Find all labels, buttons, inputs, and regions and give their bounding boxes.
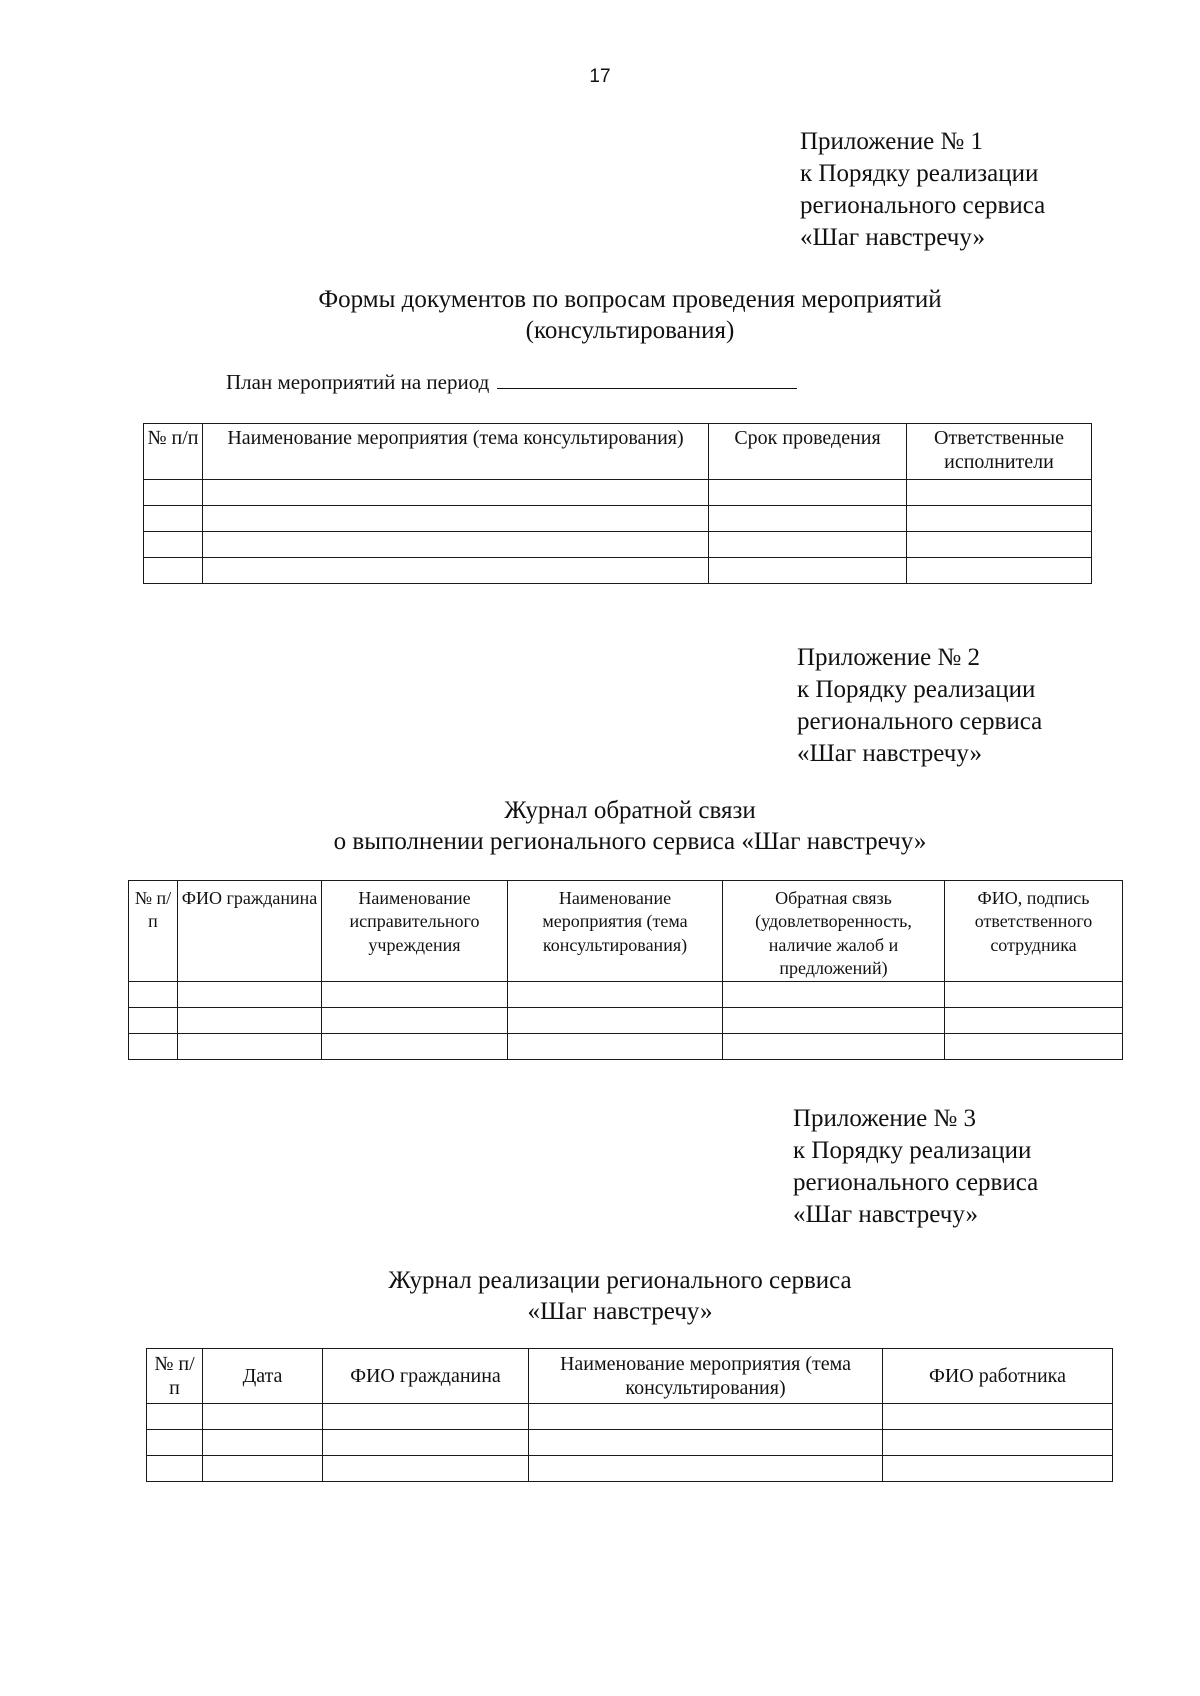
column-header: Срок проведения	[709, 424, 907, 480]
table-cell[interactable]	[203, 558, 709, 584]
page-number: 17	[589, 66, 611, 87]
table-cell[interactable]	[323, 1430, 529, 1456]
table-row	[144, 506, 1092, 532]
column-header: ФИО гражданина	[178, 881, 322, 982]
table-cell[interactable]	[529, 1456, 883, 1482]
section-1-title-line: (консультирования)	[525, 317, 735, 344]
table-cell[interactable]	[147, 1404, 203, 1430]
table-header-row	[144, 424, 1092, 480]
table-cell[interactable]	[883, 1430, 1113, 1456]
table-cell[interactable]	[945, 1033, 1123, 1059]
table-cell[interactable]	[144, 558, 203, 584]
table-cell[interactable]	[883, 1404, 1113, 1430]
appendix-1-line: регионального сервиса	[800, 192, 1046, 219]
events-plan-table	[143, 423, 1092, 584]
table-cell[interactable]	[529, 1404, 883, 1430]
table-cell[interactable]	[945, 981, 1123, 1007]
column-header: Наименование мероприятия (тема консультирования)	[203, 424, 709, 480]
table-cell[interactable]	[907, 480, 1092, 506]
section-2-title-line: о выполнении регионального сервиса «Шаг навстречу»	[333, 828, 927, 855]
appendix-3-header	[793, 1103, 1038, 1231]
table-row	[147, 1456, 1113, 1482]
table-cell[interactable]	[945, 1007, 1123, 1033]
table-cell[interactable]	[203, 1430, 323, 1456]
table-row	[129, 1033, 1123, 1059]
column-header: Наименование мероприятия (тема консультирования)	[508, 881, 723, 982]
appendix-2-line: к Порядку реализации	[797, 676, 1036, 703]
appendix-2-line: «Шаг навстречу»	[797, 740, 982, 767]
column-header: ФИО, подпись ответственного сотрудника	[945, 881, 1123, 982]
table-cell[interactable]	[144, 506, 203, 532]
table-cell[interactable]	[323, 1456, 529, 1482]
table-cell[interactable]	[178, 981, 322, 1007]
appendix-2-line: Приложение № 2	[797, 644, 981, 671]
section-2-title	[150, 795, 1110, 857]
service-journal-table	[146, 1348, 1113, 1482]
table-cell[interactable]	[129, 1007, 178, 1033]
table-cell[interactable]	[907, 558, 1092, 584]
appendix-1-header	[800, 126, 1045, 254]
column-header: Дата	[203, 1349, 323, 1404]
column-header: ФИО работника	[883, 1349, 1113, 1404]
table-row	[147, 1404, 1113, 1430]
table-cell[interactable]	[508, 981, 723, 1007]
table-cell[interactable]	[129, 981, 178, 1007]
table-row	[144, 480, 1092, 506]
feedback-journal-table	[128, 880, 1123, 1060]
plan-period-label: План мероприятий на период	[226, 370, 490, 394]
table-row	[144, 532, 1092, 558]
plan-period-line	[226, 370, 797, 395]
table-cell[interactable]	[144, 480, 203, 506]
table-cell[interactable]	[508, 1033, 723, 1059]
appendix-2-line: регионального сервиса	[797, 708, 1043, 735]
table-cell[interactable]	[144, 532, 203, 558]
table-cell[interactable]	[529, 1430, 883, 1456]
appendix-1-line: к Порядку реализации	[800, 160, 1039, 187]
plan-period-blank	[497, 372, 797, 389]
section-3-title	[140, 1265, 1100, 1327]
table-header-row	[129, 881, 1123, 982]
table-cell[interactable]	[203, 1456, 323, 1482]
table-row	[129, 981, 1123, 1007]
table-cell[interactable]	[203, 480, 709, 506]
table-cell[interactable]	[203, 1404, 323, 1430]
section-1-title	[150, 284, 1110, 346]
table-cell[interactable]	[508, 1007, 723, 1033]
table-cell[interactable]	[883, 1456, 1113, 1482]
table-cell[interactable]	[203, 532, 709, 558]
table-cell[interactable]	[322, 1033, 508, 1059]
column-header: ФИО гражданина	[323, 1349, 529, 1404]
column-header: № п/п	[147, 1349, 203, 1404]
table-cell[interactable]	[129, 1033, 178, 1059]
table-cell[interactable]	[709, 506, 907, 532]
table-cell[interactable]	[907, 532, 1092, 558]
appendix-3-line: «Шаг навстречу»	[793, 1201, 978, 1228]
table-cell[interactable]	[723, 1007, 945, 1033]
section-3-title-line: «Шаг навстречу»	[527, 1298, 713, 1325]
table-cell[interactable]	[709, 558, 907, 584]
table-cell[interactable]	[709, 480, 907, 506]
column-header: № п/ п	[129, 881, 178, 982]
appendix-1-line: Приложение № 1	[800, 128, 984, 155]
table-header-row	[147, 1349, 1113, 1404]
appendix-2-header	[797, 642, 1042, 770]
table-cell[interactable]	[323, 1404, 529, 1430]
column-header: № п/п	[144, 424, 203, 480]
column-header: Наименование мероприятия (тема консультирования)	[529, 1349, 883, 1404]
table-cell[interactable]	[178, 1007, 322, 1033]
table-row	[147, 1430, 1113, 1456]
column-header: Наименование исправительного учреждения	[322, 881, 508, 982]
table-cell[interactable]	[322, 981, 508, 1007]
table-row	[144, 558, 1092, 584]
table-cell[interactable]	[147, 1456, 203, 1482]
section-2-title-line: Журнал обратной связи	[504, 797, 756, 824]
appendix-3-line: Приложение № 3	[793, 1105, 977, 1132]
column-header: Ответственные исполнители	[907, 424, 1092, 480]
column-header: Обратная связь (удовлетворенность, наличие жалоб и предложений)	[723, 881, 945, 982]
section-1-title-line: Формы документов по вопросам проведения мероприятий	[318, 286, 942, 313]
appendix-1-line: «Шаг навстречу»	[800, 224, 985, 251]
table-cell[interactable]	[322, 1007, 508, 1033]
appendix-3-line: к Порядку реализации	[793, 1137, 1032, 1164]
table-cell[interactable]	[723, 981, 945, 1007]
table-cell[interactable]	[723, 1033, 945, 1059]
table-cell[interactable]	[907, 506, 1092, 532]
table-cell[interactable]	[203, 506, 709, 532]
table-cell[interactable]	[178, 1033, 322, 1059]
appendix-3-line: регионального сервиса	[793, 1169, 1039, 1196]
table-cell[interactable]	[147, 1430, 203, 1456]
section-3-title-line: Журнал реализации регионального сервиса	[388, 1267, 852, 1294]
table-row	[129, 1007, 1123, 1033]
table-cell[interactable]	[709, 532, 907, 558]
